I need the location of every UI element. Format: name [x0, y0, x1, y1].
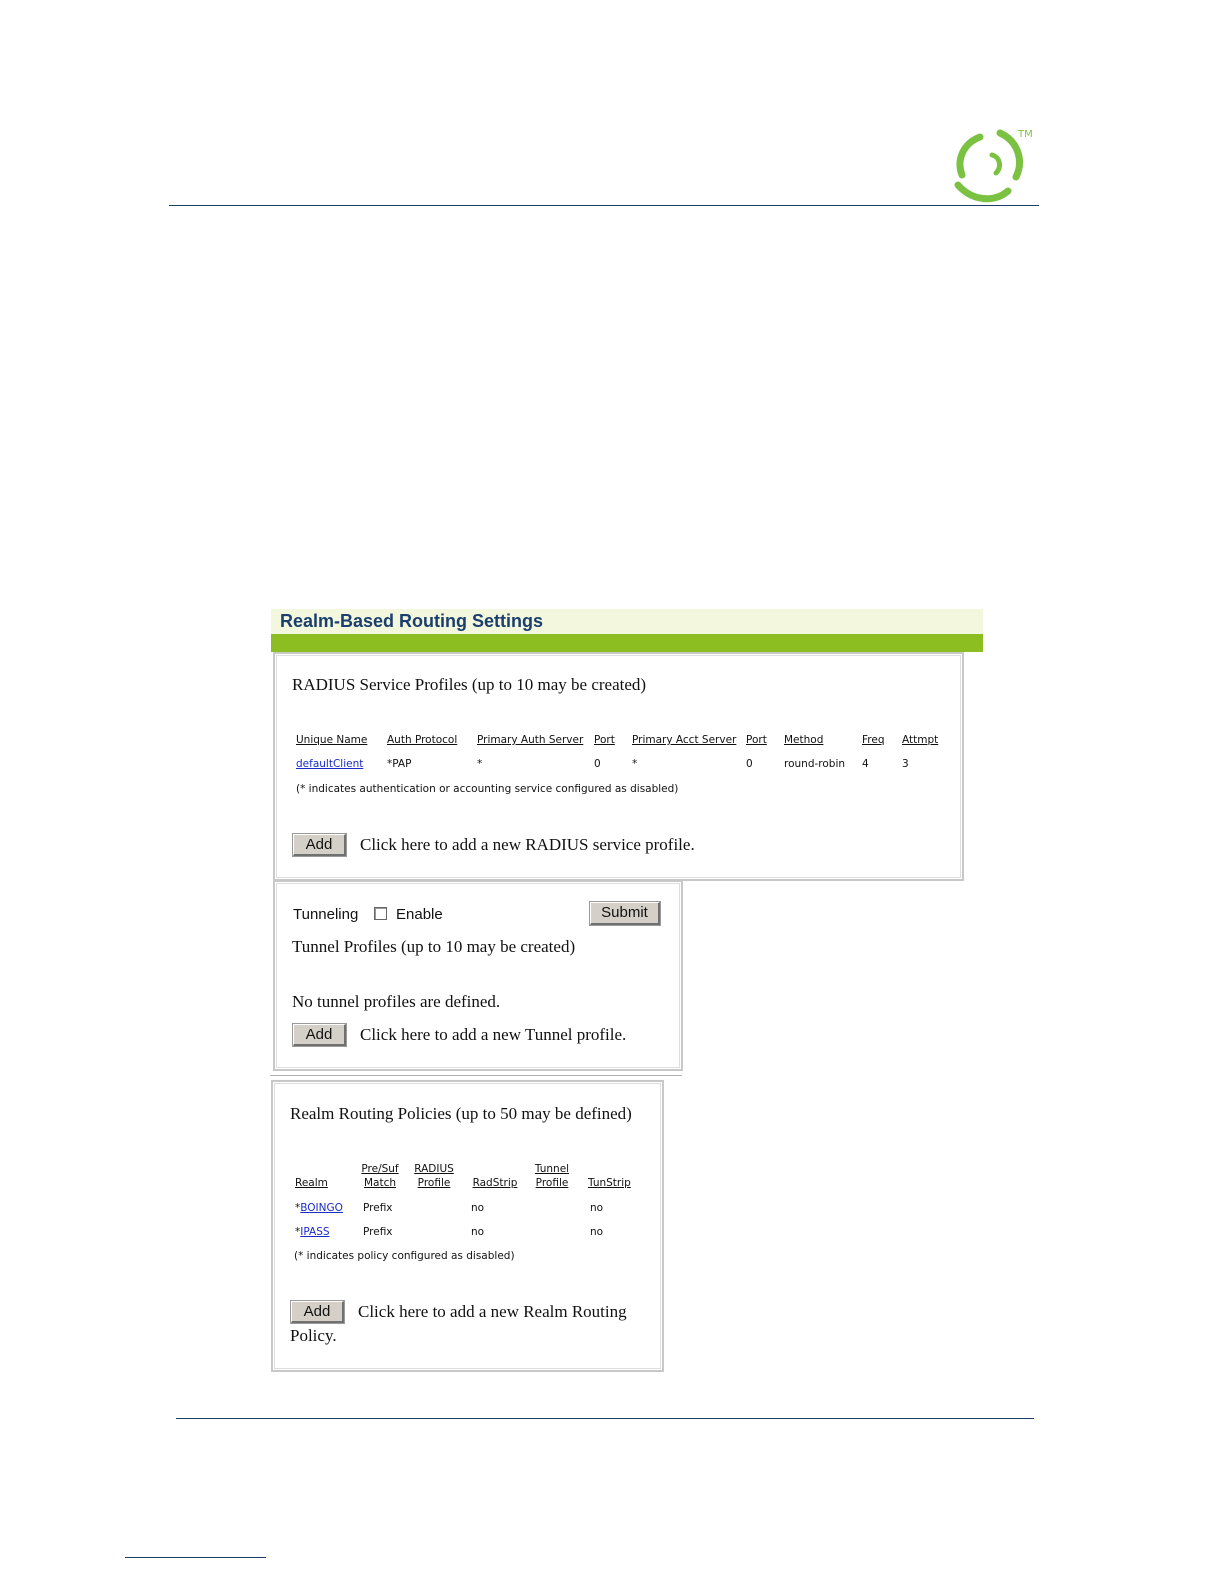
- col-match-line2: Match: [363, 1177, 397, 1189]
- footer-rule: [176, 1418, 1034, 1419]
- col-auth-protocol[interactable]: Auth Protocol: [387, 734, 458, 746]
- disabled-marker: *: [295, 1202, 301, 1214]
- col-auth-port[interactable]: Port: [594, 734, 615, 746]
- table-cell-tunstrip: no: [590, 1202, 604, 1214]
- col-primary-acct-server[interactable]: Primary Acct Server: [632, 734, 737, 746]
- tunnel-section-title: Tunnel Profiles (up to 10 may be created): [292, 937, 576, 956]
- col-radius-profile[interactable]: [411, 1162, 457, 1190]
- no-tunnel-profiles-text: No tunnel profiles are defined.: [292, 992, 501, 1011]
- table-cell-attmpt: 3: [902, 758, 909, 770]
- add-realm-policy-button[interactable]: Add: [291, 1301, 344, 1323]
- table-cell-acct-port: 0: [746, 758, 753, 770]
- col-tunnel-line1: Tunnel: [534, 1163, 570, 1175]
- settings-header: [271, 609, 983, 634]
- realm-disabled-note: (* indicates policy configured as disabled): [294, 1250, 515, 1262]
- table-cell-radstrip: no: [471, 1202, 485, 1214]
- table-cell-match: Prefix: [363, 1202, 393, 1214]
- radius-section-title: RADIUS Service Profiles (up to 10 may be created): [292, 675, 647, 694]
- col-method[interactable]: Method: [784, 734, 824, 746]
- trademark-label: TM: [1018, 129, 1033, 140]
- table-cell-auth-server: *: [477, 758, 483, 770]
- enable-label[interactable]: Enable: [396, 906, 443, 923]
- table-cell-method: round-robin: [784, 758, 846, 770]
- table-cell-tunstrip: no: [590, 1226, 604, 1238]
- col-realm-line2: Realm: [295, 1177, 328, 1189]
- submit-button[interactable]: Submit: [590, 902, 660, 925]
- radius-disabled-note: (* indicates authentication or accounting service configured as disabled): [296, 783, 679, 795]
- realm-link-ipass[interactable]: IPASS: [300, 1226, 330, 1238]
- header-rule: [169, 205, 1039, 206]
- realm-link-boingo[interactable]: BOINGO: [300, 1202, 343, 1214]
- add-realm-help-text-line1: Click here to add a new Realm Routing: [358, 1302, 627, 1321]
- col-freq[interactable]: Freq: [862, 734, 885, 746]
- col-unique-name[interactable]: Unique Name: [296, 734, 368, 746]
- tunnel-profiles-panel: [273, 880, 683, 1071]
- add-radius-help-text: Click here to add a new RADIUS service profile.: [360, 835, 695, 854]
- table-cell-auth-protocol: *PAP: [387, 758, 412, 770]
- radius-profiles-panel: [273, 652, 964, 881]
- col-radius-line2: Profile: [417, 1177, 451, 1189]
- realm-section-title: Realm Routing Policies (up to 50 may be defined): [290, 1104, 632, 1123]
- table-cell-match: Prefix: [363, 1226, 393, 1238]
- realm-policies-panel: [271, 1080, 664, 1372]
- table-cell-freq: 4: [862, 758, 869, 770]
- col-match-line1: Pre/Suf: [361, 1163, 399, 1175]
- col-radius-line1: RADIUS: [414, 1163, 454, 1175]
- add-radius-profile-button[interactable]: Add: [293, 834, 346, 856]
- table-cell-radstrip: no: [471, 1226, 485, 1238]
- tunneling-label: Tunneling: [293, 906, 359, 923]
- footnote-rule: [125, 1557, 266, 1558]
- table-cell-auth-port: 0: [594, 758, 601, 770]
- col-primary-auth-server[interactable]: Primary Auth Server: [477, 734, 584, 746]
- add-tunnel-help-text: Click here to add a new Tunnel profile.: [360, 1025, 627, 1044]
- col-pre-suf-match[interactable]: [355, 1162, 405, 1190]
- col-tunnel-profile[interactable]: [527, 1162, 577, 1190]
- col-tunnel-line2: Profile: [535, 1177, 569, 1189]
- header-accent-bar: [271, 634, 983, 652]
- col-tunstrip[interactable]: [588, 1162, 640, 1190]
- tunneling-enable-checkbox[interactable]: [374, 907, 387, 920]
- add-realm-help-text-line2: Policy.: [290, 1326, 337, 1345]
- table-row: [295, 1202, 343, 1214]
- disabled-marker: *: [295, 1226, 301, 1238]
- add-tunnel-profile-button[interactable]: Add: [293, 1024, 346, 1046]
- page-title: Realm-Based Routing Settings: [280, 611, 544, 631]
- profile-link-defaultclient[interactable]: defaultClient: [296, 758, 364, 770]
- table-cell-acct-server: *: [632, 758, 638, 770]
- col-realm[interactable]: [295, 1162, 335, 1190]
- col-tunstrip-line2: TunStrip: [588, 1177, 631, 1189]
- company-logo: [950, 125, 1036, 203]
- table-row: [295, 1226, 330, 1238]
- table-cell-unique-name: [296, 758, 363, 770]
- col-radstrip-line2: RadStrip: [472, 1177, 518, 1189]
- col-radstrip[interactable]: [469, 1162, 521, 1190]
- col-acct-port[interactable]: Port: [746, 734, 767, 746]
- col-attmpt[interactable]: Attmpt: [902, 734, 939, 746]
- panel-divider: [270, 1075, 682, 1076]
